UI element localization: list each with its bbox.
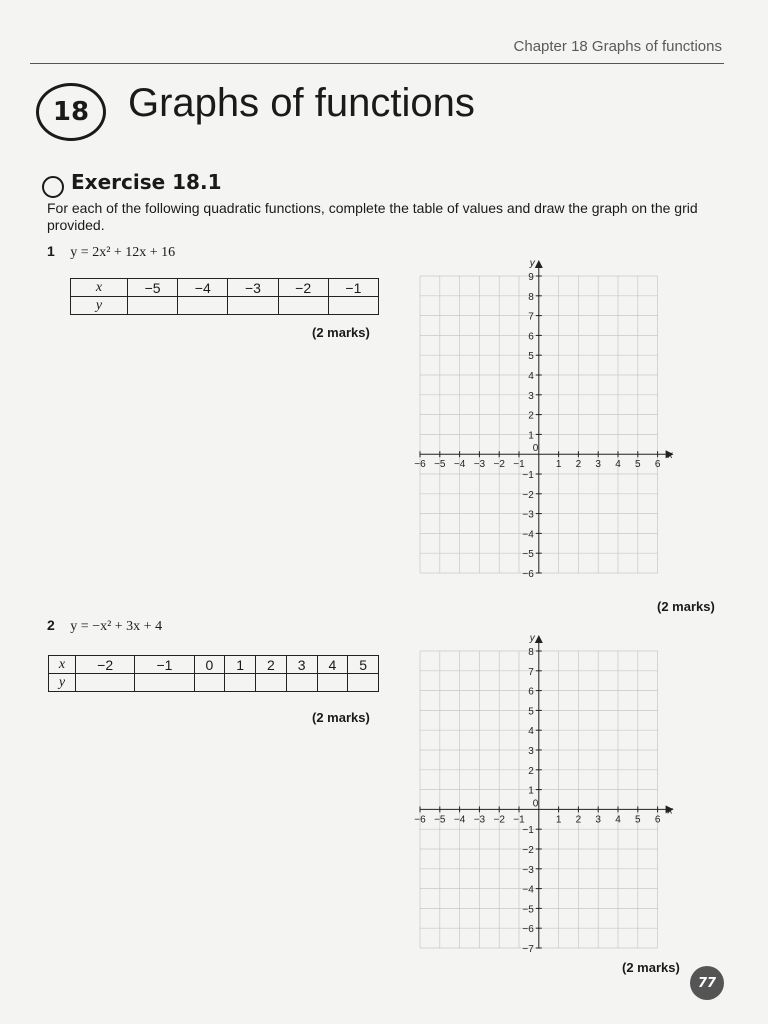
cell-y-value[interactable]	[76, 674, 135, 692]
x-tick-label: −6	[414, 459, 426, 471]
y-axis-arrow-icon	[535, 635, 543, 643]
question-2-equation: y = −x² + 3x + 4	[70, 619, 163, 634]
cell-y-value[interactable]	[135, 674, 194, 692]
x-tick-label: 4	[615, 814, 621, 826]
x-tick-label: −4	[453, 814, 466, 826]
x-tick-label: 6	[654, 814, 661, 826]
y-tick-label: −3	[522, 509, 534, 521]
x-tick-label: 4	[615, 459, 621, 471]
y-tick-label: 4	[528, 371, 534, 382]
cell-y-value[interactable]	[278, 297, 328, 315]
question-1-label	[47, 243, 175, 261]
y-tick-label: 9	[528, 272, 534, 283]
x-tick-label: 2	[575, 459, 582, 471]
y-tick-label: −2	[522, 845, 534, 856]
cell-y-value[interactable]	[225, 674, 256, 692]
cell-x-value: 0	[194, 656, 225, 674]
cell-x-value: 5	[348, 656, 379, 674]
x-tick-label: −1	[513, 814, 525, 826]
x-tick-label: 3	[595, 459, 601, 471]
table-header-y: y	[49, 674, 76, 692]
question-2-table-marks: (2 marks)	[312, 710, 370, 725]
cell-x-value: −2	[278, 279, 328, 297]
x-tick-label: 6	[654, 459, 661, 471]
y-tick-label: 7	[528, 666, 534, 678]
question-2-number: 2	[47, 617, 55, 633]
x-tick-label: −1	[513, 459, 525, 471]
x-tick-label: −6	[414, 814, 426, 826]
exercise-title: Exercise 18.1	[71, 170, 222, 194]
y-axis-arrow-icon	[535, 260, 543, 268]
table-header-x: x	[71, 279, 128, 297]
y-tick-label: 6	[528, 686, 534, 698]
y-tick-label: 1	[528, 785, 534, 797]
cell-y-value[interactable]	[178, 297, 228, 315]
y-tick-label: 2	[528, 765, 534, 777]
y-tick-label: 2	[528, 410, 534, 422]
y-tick-label: 7	[528, 311, 534, 323]
x-tick-label: −5	[434, 814, 446, 826]
cell-x-value: 1	[225, 656, 256, 674]
y-axis-label: y	[529, 633, 535, 644]
y-tick-label: 8	[528, 291, 534, 303]
x-tick-label: −2	[493, 459, 505, 471]
cell-y-value[interactable]	[348, 674, 379, 692]
question-2-value-table	[48, 655, 379, 692]
y-tick-label: −2	[522, 489, 534, 501]
cell-x-value: 4	[317, 656, 348, 674]
cell-x-value: −2	[76, 656, 135, 674]
cell-y-value[interactable]	[256, 674, 287, 692]
x-tick-label: 2	[575, 814, 582, 826]
question-1-graph-marks: (2 marks)	[657, 599, 715, 614]
x-tick-label: −4	[453, 459, 466, 471]
question-2-graph-grid[interactable]	[400, 631, 710, 961]
y-tick-label: −5	[522, 904, 534, 916]
question-1-table-marks: (2 marks)	[312, 325, 370, 340]
cell-y-value[interactable]	[317, 674, 348, 692]
cell-x-value: −1	[328, 279, 378, 297]
y-tick-label: 1	[528, 430, 534, 442]
y-tick-label: −4	[522, 884, 534, 896]
cell-y-value[interactable]	[286, 674, 317, 692]
x-tick-label: 1	[555, 814, 562, 826]
x-tick-label: −2	[493, 814, 505, 826]
table-row-y	[49, 674, 379, 692]
question-2-label	[47, 617, 162, 635]
question-2-graph-marks: (2 marks)	[622, 960, 680, 975]
y-tick-label: −1	[522, 470, 534, 481]
exercise-instructions: For each of the following quadratic functions, complete the table of values and draw the graph on the grid provided.	[47, 200, 698, 233]
cell-y-value[interactable]	[328, 297, 378, 315]
question-1-equation: y = 2x² + 12x + 16	[70, 245, 176, 260]
origin-label: 0	[532, 443, 539, 455]
table-header-x: x	[49, 656, 76, 674]
y-tick-label: 4	[528, 726, 534, 738]
y-tick-label: −5	[522, 549, 534, 561]
y-tick-label: 3	[528, 746, 534, 757]
chapter-title: Graphs of functions	[128, 81, 475, 125]
cell-x-value: 2	[256, 656, 287, 674]
cell-y-value[interactable]	[194, 674, 225, 692]
origin-label: 0	[532, 798, 539, 810]
x-axis-label: x	[667, 450, 673, 462]
table-row-x	[49, 656, 379, 674]
cell-x-value: −4	[178, 279, 228, 297]
cell-y-value[interactable]	[228, 297, 278, 315]
y-axis-label: y	[529, 258, 535, 269]
y-tick-label: 8	[528, 647, 534, 658]
x-tick-label: −3	[473, 459, 486, 471]
y-tick-label: −6	[522, 924, 534, 936]
cell-x-value: 3	[286, 656, 317, 674]
chapter-number-badge: 18	[36, 83, 106, 141]
y-tick-label: −4	[522, 529, 534, 541]
table-header-y: y	[71, 297, 128, 315]
question-1-value-table	[70, 278, 379, 315]
question-1-number: 1	[47, 243, 55, 259]
cell-x-value: −3	[228, 279, 278, 297]
y-tick-label: −3	[522, 864, 534, 876]
y-tick-label: −6	[522, 569, 534, 580]
y-tick-label: 5	[528, 706, 534, 718]
question-1-graph-grid[interactable]	[400, 256, 710, 586]
cell-y-value[interactable]	[128, 297, 178, 315]
y-tick-label: −1	[522, 825, 534, 837]
x-tick-label: 5	[635, 814, 641, 826]
table-row-x	[71, 279, 379, 297]
y-tick-label: 3	[528, 390, 534, 402]
x-tick-label: 3	[595, 814, 601, 826]
x-tick-label: −5	[434, 459, 446, 471]
header-rule	[30, 63, 724, 64]
exercise-circle-icon	[42, 176, 64, 198]
x-tick-label: 5	[635, 459, 641, 471]
x-tick-label: −3	[473, 814, 486, 826]
x-tick-label: 1	[555, 459, 562, 471]
cell-x-value: −5	[128, 279, 178, 297]
y-tick-label: −7	[522, 944, 534, 955]
y-tick-label: 6	[528, 331, 534, 343]
table-row-y	[71, 297, 379, 315]
y-tick-label: 5	[528, 351, 534, 363]
cell-x-value: −1	[135, 656, 194, 674]
running-header: Chapter 18 Graphs of functions	[513, 38, 722, 55]
x-axis-label: x	[667, 805, 673, 817]
page-number-badge: 77	[690, 966, 724, 1000]
